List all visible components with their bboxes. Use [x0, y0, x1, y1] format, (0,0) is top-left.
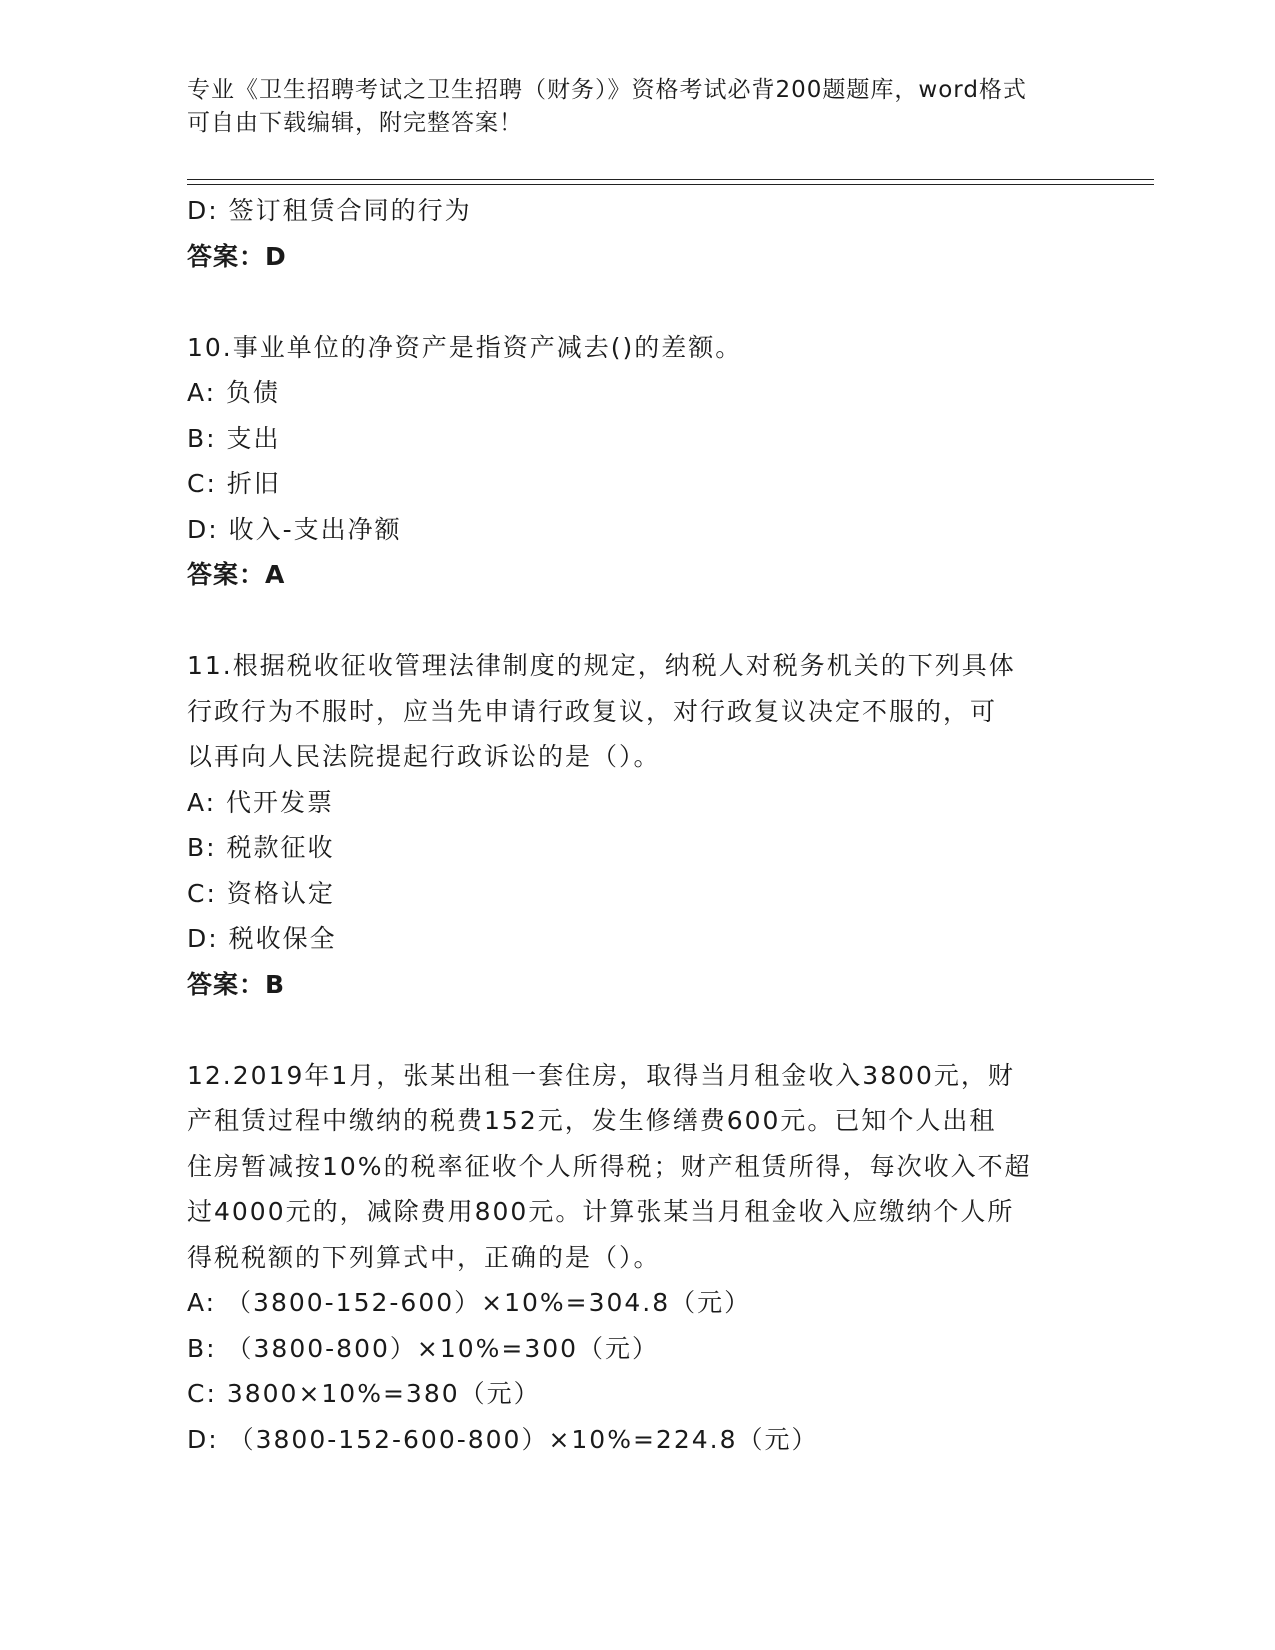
question-line: 10.事业单位的净资产是指资产减去()的差额。 — [187, 332, 743, 362]
answer: 答案：B — [187, 969, 286, 999]
question-10 — [187, 325, 1087, 598]
question-line: 产租赁过程中缴纳的税费152元，发生修缮费600元。已知个人出租 — [187, 1106, 997, 1135]
header-divider-top — [187, 179, 1154, 180]
question-12 — [187, 1053, 1087, 1463]
question-text — [187, 643, 1087, 780]
spacer — [187, 279, 1087, 325]
question-text — [187, 1053, 1087, 1281]
question-line: 住房暂减按10%的税率征收个人所得税；财产租赁所得，每次收入不超 — [187, 1151, 1032, 1181]
question-11 — [187, 643, 1087, 1007]
question-line: 11.根据税收征收管理法律制度的规定，纳税人对税务机关的下列具体 — [187, 651, 1016, 680]
option-c: C: 折旧 — [187, 469, 281, 498]
option-a: A: 负债 — [187, 378, 281, 407]
question-line: 过4000元的，减除费用800元。计算张某当月租金收入应缴纳个人所 — [187, 1197, 1015, 1226]
header-line-1: 专业《卫生招聘考试之卫生招聘（财务）》资格考试必背200题题库，word格式 — [187, 77, 1027, 103]
question-text — [187, 325, 1087, 371]
question-line: 12.2019年1月，张某出租一套住房，取得当月租金收入3800元，财 — [187, 1060, 1015, 1090]
header-divider-bottom — [187, 184, 1154, 185]
spacer — [187, 1007, 1087, 1053]
option-b: B: （3800-800）×10%=300（元） — [187, 1333, 660, 1363]
option-b: B: 税款征收 — [187, 833, 335, 862]
spacer — [187, 598, 1087, 644]
header-line-2: 可自由下载编辑，附完整答案！ — [187, 110, 523, 136]
question-line: 得税税额的下列算式中，正确的是（）。 — [187, 1242, 661, 1272]
answer: 答案：A — [187, 560, 286, 589]
question-line: 以再向人民法院提起行政诉讼的是（）。 — [187, 742, 661, 771]
option-d: D: （3800-152-600-800）×10%=224.8（元） — [187, 1424, 819, 1454]
document-body — [187, 188, 1087, 1462]
option-a: A: （3800-152-600）×10%=304.8（元） — [187, 1288, 752, 1317]
option-d: D: 签订租赁合同的行为 — [187, 196, 472, 225]
option-d: D: 税收保全 — [187, 924, 337, 953]
option-a: A: 代开发票 — [187, 787, 335, 817]
option-b: B: 支出 — [187, 423, 281, 453]
option-d: D: 收入-支出净额 — [187, 514, 402, 544]
answer: 答案：D — [187, 241, 287, 271]
option-c: C: 3800×10%=380（元） — [187, 1379, 541, 1408]
question-line: 行政行为不服时，应当先申请行政复议，对行政复议决定不服的，可 — [187, 696, 998, 726]
document-header — [187, 74, 1087, 140]
option-c: C: 资格认定 — [187, 878, 335, 908]
